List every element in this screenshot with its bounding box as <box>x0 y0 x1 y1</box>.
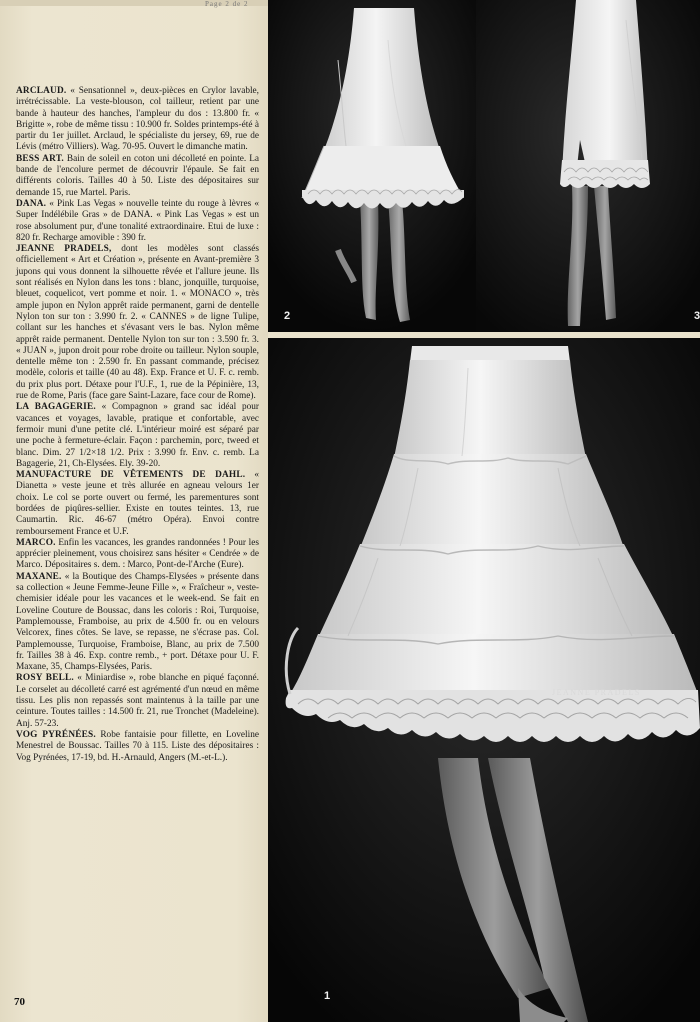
entry-name: BESS ART. <box>16 153 64 164</box>
entry-name: JEANNE PRADELS, <box>16 244 112 255</box>
entry-name: ARCLAUD. <box>16 86 67 96</box>
entry-name: MARCO. <box>16 537 56 548</box>
entry-name: MAXANE. <box>16 571 62 582</box>
entry-jeanne-pradels <box>16 244 259 402</box>
entry-name: ROSY BELL. <box>16 673 74 684</box>
entry-text: Enfin les vacances, les grandes randonnées ! Pour les apprécier pleinement, vous choisirez sans hésiter « Cendrée » de Marco. Dépositaires s. dem. : Marco, Pont-de-l'Arche (Eure). <box>16 537 259 571</box>
entry-maxane <box>16 572 259 674</box>
entry-text: « Dianetta » veste jeune et très allurée en agneau velours 1er choix. Le col se porte ouvert ou fermé, les parementures sont bordées de piqûres-sellier. Existe en toutes teintes. 13, rue Caumartin. Ric. 46-67 (métro Opéra). Envoi contre remboursement France et U.F. <box>16 470 259 537</box>
entry-text: Robe fantaisie pour fillette, en Loveline Menestrel de Boussac. Tailles 70 à 115. Liste des dépositaires : Vog Pyrénées, 17-19, bd. H.-Arnauld, Angers (M.-et-L.). <box>16 729 259 763</box>
photo-number: 1 <box>324 990 331 1002</box>
entry-la-bagagerie <box>16 402 259 470</box>
photo-number: 3 <box>694 310 700 322</box>
entry-text: « Sensationnel », deux-pièces en Crylor lavable, irrétrécissable. La veste-blouson, col tailleur, retient par une bande à hauteur des hanches, l'ampleur du dos : 13.800 fr. « Brigitte », robe de même tissu : 10.900 fr. Soldes printemps-été à partir du 1er juillet. Arclaud, le spécialiste du jersey, 69, rue de Lévis (métro Villiers). Wag. 70-95. Ouvert le dimanche matin. <box>16 86 260 153</box>
petticoat-cannes-illustration <box>268 0 476 332</box>
petticoat-monaco-illustration <box>268 338 700 1022</box>
entry-rosy-bell <box>16 673 259 729</box>
photo-petticoat-cannes <box>268 0 476 332</box>
page-number: 70 <box>14 996 25 1008</box>
petticoat-juan-illustration <box>476 0 700 332</box>
running-head: Page 2 de 2 <box>205 0 249 8</box>
entry-dana <box>16 199 259 244</box>
entry-name: DANA. <box>16 198 47 209</box>
entry-text: Bain de soleil en coton uni décolleté en pointe. La bande de l'encolure permet de découvrir l'épaule. Se fait en différents coloris. Tailles 40 à 50. Liste des dépositaires sur demande 15, rue Martel. Paris. <box>16 153 260 198</box>
photo-number: 2 <box>284 310 291 322</box>
entry-bess-art <box>16 154 259 199</box>
entry-name: MANUFACTURE DE VÊTEMENTS DE DAHL. <box>16 470 246 481</box>
entry-arclaud <box>16 86 259 154</box>
entry-text: dont les modèles sont classés officiellement « Art et Création », présente en Avant-première 3 jupons qui vous donnent la silhouette rêvée et l'allure jeune. Ils sont réalisés en Nylon dans les tons : blanc, jonquille, turquoise, bleuet, coquelicot, vert pomme et noir. 1. « MONACO », très ample jupon en Nylon apprêt raide permanent, garni de dentelle Nylon ton sur ton : 3.990 fr. 2. « CANNES » de ligne Tulipe, collant sur les hanches et s'évasant vers le bas. Nylon même apprêt raide permanent. Dentelle Nylon ton sur ton : 3.590 fr. 3. « JUAN », jupon droit pour robe droite ou tailleur. Nylon souple, dentelle même ton : 2.590 fr. En passant commande, précisez modèle, coloris et taille (40 au 48). Exp. France et U. F. c. remb. du prix plus port. Détaxe pour l'U.F., 1, rue de la Pépinière, 13, rue de Rome, Paris (face gare Saint-Lazare, face cour de Rome). <box>16 244 260 402</box>
entry-text: « la Boutique des Champs-Elysées » présente dans sa collection « Jeune Femme-Jeune Fille », « Fraîcheur », veste-chemisier idéale pour les vacances et le week-end. Se fait en Loveline Couture de Boussac, dans les coloris : Roi, Turquoise, Pamplemousse, Framboise, au prix de 4.500 fr. ou en velours Velcorex, fines côtes. Se lave, se repasse, ne s'écrase pas. Col. Pamplemousse, Turquoise, Framboise, Blanc, au prix de 7.500 fr. Tailles 38 à 46. Exp. contre remb., + port. Détaxe pour U. F. Maxane, 35, Champs-Elysées, Paris. <box>16 571 259 673</box>
entry-name: VOG PYRÉNÉES. <box>16 729 96 740</box>
shopping-column <box>16 86 259 764</box>
photo-petticoat-monaco <box>268 338 700 1022</box>
entry-marco <box>16 538 259 572</box>
entry-manufacture-dahl <box>16 470 259 538</box>
entry-name: LA BAGAGERIE. <box>16 402 96 413</box>
photo-petticoat-juan <box>476 0 700 332</box>
entry-text: « Pink Las Vegas » nouvelle teinte du rouge à lèvres « Super Indélébile Gras » de DANA. « Pink Las Vegas » est un rose absolument pur, d'une tonalité extraordinaire. Etui de luxe : 820 fr. Recharge amovible : 390 fr. <box>16 198 259 243</box>
entry-text: « Miniardise », robe blanche en piqué façonné. Le corselet au décolleté carré est agrémenté d'un nœud en même tissu. Les plis non repassés sont maintenus à la taille par une ceinture. Toutes tailles : 14.500 fr. 21, rue Tronchet (Madeleine). Anj. 57-23. <box>16 673 259 729</box>
photo-credit: JEANNE PRADELS <box>552 688 641 697</box>
entry-text: « Compagnon » grand sac idéal pour vacances et voyages, lavable, pratique et confortable, avec fermoir muni d'une petite clé. L'intérieur moiré est séparé par une poche à fermeture-éclair. Façon : parchemin, porc, tweed et blanc. Dim. 27 1/2×18 1/2. Prix : 3.990 fr. Env. c. remb. La Bagagerie, 21, Ch-Elysées. Ely. 39-20. <box>16 402 260 469</box>
entry-vog-pyrenees <box>16 730 259 764</box>
